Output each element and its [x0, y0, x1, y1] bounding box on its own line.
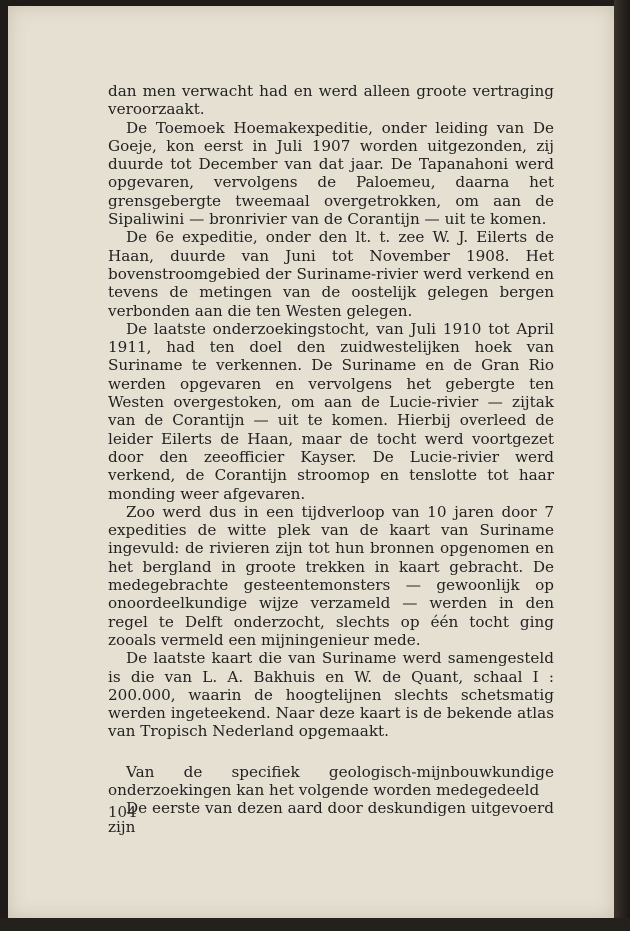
- paragraph: Zoo werd dus in een tijdverloop van 10 jaren door 7 expedities de witte plek van de kaart van Suriname ingevuld: de rivieren zijn tot hun bronnen opgenomen en het bergland in groote trekken in kaart gebracht. De medegebrachte gesteentemonsters — gewoonlijk op onoordeelkundige wijze verzameld — werden in den regel te Delft onderzocht, slechts op één tocht ging zooals vermeld een mijningenieur mede.: [108, 502, 554, 649]
- paragraph: De laatste kaart die van Suriname werd samengesteld is die van L. A. Bakhuis en W. de Quant, schaal I : 200.000, waarin de hoogtelijnen slechts schetsmatig werden ingeteekend. Naar deze kaart is de bekende atlas van Tropisch Nederland opgemaakt.: [108, 649, 554, 741]
- page-number: 104: [108, 803, 137, 821]
- paragraph: De Toemoek Hoemakexpeditie, onder leiding van De Goeje, kon eerst in Juli 1907 worden uitgezonden, zij duurde tot December van dat jaar. De Tapanahoni werd opgevaren, vervolgens de Paloemeu, daarna het grensgebergte tweemaal overgetrokken, om aan de Sipaliwini — bronrivier van de Corantijn — uit te komen.: [108, 118, 554, 229]
- page-edge-right: [614, 0, 630, 931]
- body-text: [108, 82, 554, 836]
- paragraph: dan men verwacht had en werd alleen groote vertraging veroorzaakt.: [108, 82, 554, 119]
- paragraph: De eerste van dezen aard door deskundigen uitgevoerd zijn: [108, 799, 554, 836]
- paragraph: De 6e expeditie, onder den lt. t. zee W. J. Eilerts de Haan, duurde van Juni tot November 1908. Het bovenstroomgebied der Suriname-rivier werd verkend en tevens de metingen van de oostelijk gelegen bergen verbonden aan die ten Westen gelegen.: [108, 228, 554, 320]
- paragraph: De laatste onderzoekingstocht, van Juli 1910 tot April 1911, had ten doel den zuidwestelijken hoek van Suriname te verkennen. De Suriname en de Gran Rio werden opgevaren en vervolgens het gebergte ten Westen overgestoken, om aan de Lucie-rivier — zijtak van de Corantijn — uit te komen. Hierbij overleed de leider Eilerts de Haan, maar de tocht werd voortgezet door den zeeofficier Kayser. De Lucie-rivier werd verkend, de Corantijn stroomop en tenslotte tot haar monding weer afgevaren.: [108, 319, 554, 503]
- page-edge-bottom: [0, 918, 630, 931]
- paragraph: Van de specifiek geologisch-mijnbouwkundige onderzoekingen kan het volgende worden medegedeeld: [108, 762, 554, 799]
